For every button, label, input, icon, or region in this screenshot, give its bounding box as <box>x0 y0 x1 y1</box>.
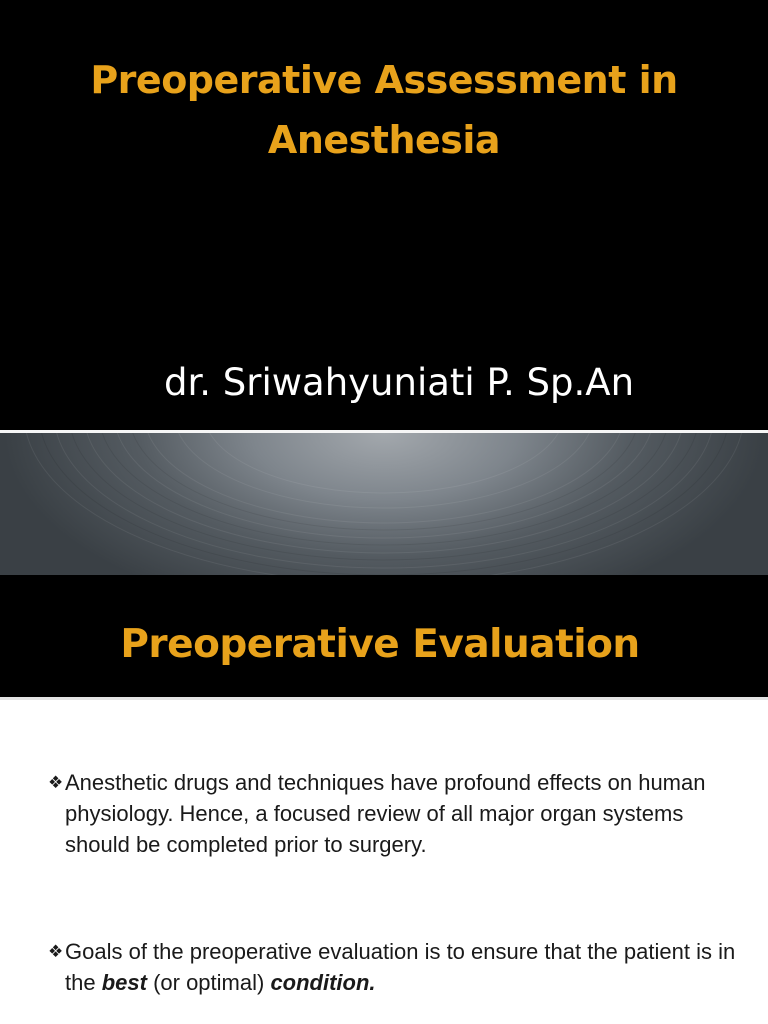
slide-title <box>0 50 768 170</box>
decorative-arc-pattern <box>0 433 768 575</box>
decorative-gradient-band <box>0 433 768 575</box>
author-name: dr. Sriwahyuniati P. Sp.An <box>163 361 635 404</box>
emphasis-condition: condition. <box>270 970 376 995</box>
diamond-bullet-icon: ❖ <box>48 942 64 961</box>
bullet-item <box>48 767 738 860</box>
diamond-bullet-icon: ❖ <box>48 773 64 792</box>
bullet-text-part: Goals of the preoperative evaluation is to ensure that the patient is in the <box>65 939 736 995</box>
title-slide <box>0 0 768 430</box>
slide-title-line-1: Preoperative Assessment in <box>90 58 678 102</box>
bullet-item <box>48 936 738 998</box>
bullet-text-part: (or optimal) <box>146 970 271 995</box>
bullet-text: Anesthetic drugs and techniques have profound effects on human physiology. Hence, a focused review of all major organ systems should be completed prior to surgery. <box>65 770 706 857</box>
section-title: Preoperative Evaluation <box>120 622 640 667</box>
emphasis-best: best <box>101 970 147 995</box>
bullet-text <box>48 936 738 998</box>
slide-title-line-2: Anesthesia <box>267 118 501 162</box>
